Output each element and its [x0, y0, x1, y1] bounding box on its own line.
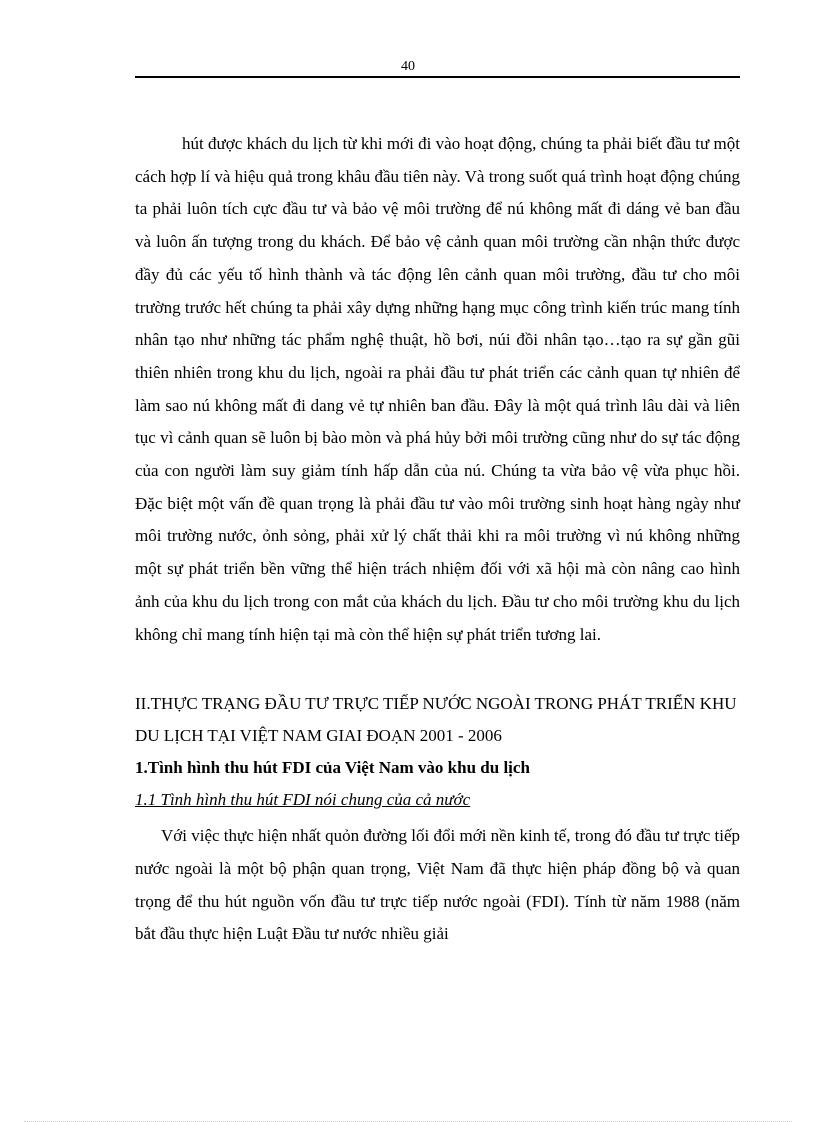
- body-paragraph: hút được khách du lịch từ khi mới đi vào hoạt động, chúng ta phải biết đầu tư một cách hợp lí và hiệu quả trong khâu đầu tiên này. Và trong suốt quá trình hoạt động chúng ta phải luôn tích cực đầu tư và bảo vệ môi trường để nú không mất đi dáng vẻ ban đầu và luôn ấn tượng trong du khách. Để bảo vệ cảnh quan môi trường cần nhận thức được đầy đủ các yếu tố hình thành và tác động lên cảnh quan môi trường, đầu tư cho môi trường trước hết chúng ta phải xây dựng những hạng mục công trình kiến trúc mang tính nhân tạo như những tác phẩm nghệ thuật, hồ bơi, núi đồi nhân tạo…tạo ra sự gần gũi thiên nhiên trong khu du lịch, ngoài ra phải đầu tư phát triển các cảnh quan tự nhiên để làm sao nú không mất đi dang vẻ tự nhiên ban đầu. Đây là một quá trình lâu dài và liên tục vì cảnh quan sẽ luôn bị bào mòn và phá hủy bởi môi trường cũng như do sự tác động của con người làm suy giảm tính hấp dẫn của nú. Chúng ta vừa bảo vệ vừa phục hồi. Đặc biệt một vấn đề quan trọng là phải đầu tư vào môi trường sinh hoạt hàng ngày như môi trường nước, ỏnh sỏng, phải xử lý chất thải khi ra môi trường vì nú không những một sự phát triển bền vững thể hiện trách nhiệm đối với xã hội mà còn nâng cao hình ảnh của khu du lịch trong con mắt của khách du lịch. Đầu tư cho môi trường khu du lịch không chỉ mang tính hiện tại mà còn thể hiện sự phát triển tương lai.: [135, 134, 740, 644]
- body-paragraph: Với việc thực hiện nhất quỏn đường lối đổi mới nền kinh tế, trong đó đầu tư trực tiếp nước ngoài là một bộ phận quan trọng, Việt Nam đã thực hiện pháp đồng bộ và quan trọng để thu hút nguồn vốn đầu tư trực tiếp nước ngoài (FDI). Tính từ năm 1988 (năm bắt đầu thực hiện Luật Đầu tư nước nhiều giải: [135, 826, 740, 944]
- subsection-heading: 1.Tình hình thu hút FDI của Việt Nam vào khu du lịch: [135, 758, 530, 778]
- subsubsection-heading: 1.1 Tình hình thu hút FDI nói chung của cả nước: [135, 790, 471, 810]
- header-rule: [135, 76, 740, 78]
- page-bottom-rule: [24, 1121, 792, 1122]
- document-body: [135, 128, 740, 951]
- section-heading: II.THỰC TRẠNG ĐẦU TƯ TRỰC TIẾP NƯỚC NGOÀI TRONG PHÁT TRIỂN KHU DU LỊCH TẠI VIỆT NAM GIAI ĐOẠN 2001 - 2006: [135, 694, 737, 746]
- page-number: 40: [401, 59, 415, 74]
